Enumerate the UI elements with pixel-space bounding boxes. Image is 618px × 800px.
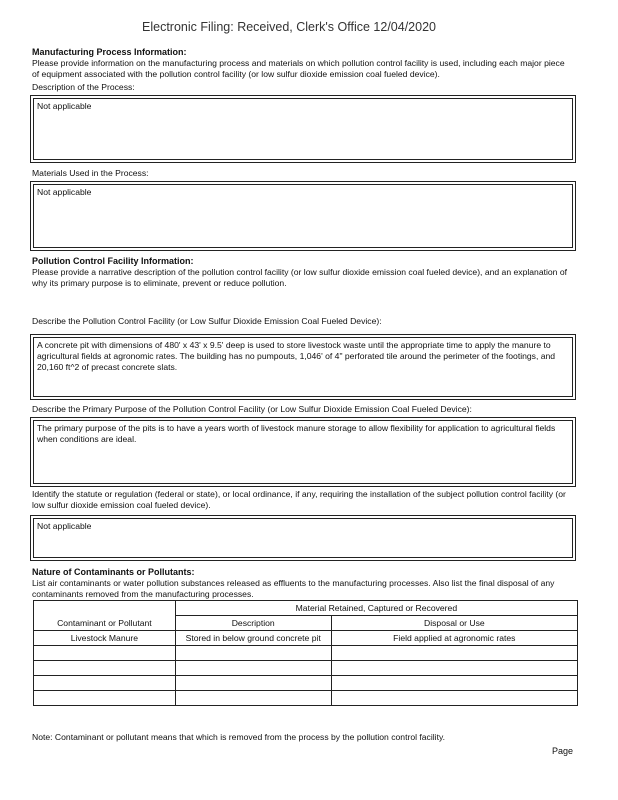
row-1-description[interactable]: Stored in below ground concrete pit [175,631,331,646]
manufacturing-title: Manufacturing Process Information: [32,47,187,57]
table-row [34,631,578,646]
row-5-description[interactable] [175,691,331,706]
primary-purpose-field[interactable]: The primary purpose of the pits is to have a years worth of livestock manure storage to allow flexibility for application to agricultural fields when conditions are ideal. [30,417,576,487]
row-3-description[interactable] [175,661,331,676]
process-description-label: Description of the Process: [32,82,135,92]
table-row [34,676,578,691]
manufacturing-instructions: Please provide information on the manufacturing process and materials on which pollution control facility is used, including each major piece of equipment associated with the pollution control facility (or low sulfur dioxide emission coal fueled device). [32,58,565,79]
materials-field[interactable]: Not applicable [30,181,576,251]
contaminants-title: Nature of Contaminants or Pollutants: [32,567,195,577]
describe-facility-label: Describe the Pollution Control Facility (or Low Sulfur Dioxide Emission Coal Fueled Device): [32,316,382,326]
row-2-disposal[interactable] [331,646,577,661]
group-header: Material Retained, Captured or Recovered [175,601,577,616]
page-label: Page [552,746,574,756]
materials-label: Materials Used in the Process: [32,168,149,178]
table-row [34,691,578,706]
statute-field[interactable]: Not applicable [30,515,576,561]
contaminants-table [33,600,578,706]
col-header-disposal: Disposal or Use [331,616,577,631]
pollution-control-instructions: Please provide a narrative description of the pollution control facility (or low sulfur dioxide emission coal fueled device), and an explanation of why its primary purpose is to eliminate, prevent or reduce pollution. [32,267,568,288]
primary-purpose-label: Describe the Primary Purpose of the Pollution Control Facility (or Low Sulfur Dioxide Emission Coal Fueled Device): [32,404,472,414]
col-header-description: Description [175,616,331,631]
statute-label: Identify the statute or regulation (federal or state), or local ordinance, if any, requiring the installation of the subject pollution control facility (or low sulfur dioxide emission coal fueled device). [32,489,566,510]
row-2-description[interactable] [175,646,331,661]
describe-facility-field[interactable]: A concrete pit with dimensions of 480' x 43' x 9.5' deep is used to store livestock waste until the appropriate time to apply the manure to agricultural fields at agronomic rates. The building has no pumpouts, 1,046' of 4" perforated tile around the perimeter of the footings, and 20,160 ft^2 of precast concrete slats. [30,334,576,400]
row-4-contaminant[interactable] [34,676,176,691]
row-2-contaminant[interactable] [34,646,176,661]
row-4-disposal[interactable] [331,676,577,691]
pollution-control-title: Pollution Control Facility Information: [32,256,194,266]
process-description-field[interactable]: Not applicable [30,95,576,163]
row-3-contaminant[interactable] [34,661,176,676]
table-row [34,646,578,661]
row-5-disposal[interactable] [331,691,577,706]
row-1-contaminant[interactable]: Livestock Manure [34,631,176,646]
contaminant-note: Note: Contaminant or pollutant means that which is removed from the process by the pollution control facility. [32,732,446,742]
filing-header: Electronic Filing: Received, Clerk's Office 12/04/2020 [142,20,436,34]
row-4-description[interactable] [175,676,331,691]
row-5-contaminant[interactable] [34,691,176,706]
contaminants-instructions: List air contaminants or water pollution substances released as effluents to the manufacturing processes. Also list the final disposal of any contaminants removed from the manufacturing processes. [32,578,555,599]
row-3-disposal[interactable] [331,661,577,676]
col-header-contaminant: Contaminant or Pollutant [34,616,176,631]
row-1-disposal[interactable]: Field applied at agronomic rates [331,631,577,646]
table-row [34,661,578,676]
